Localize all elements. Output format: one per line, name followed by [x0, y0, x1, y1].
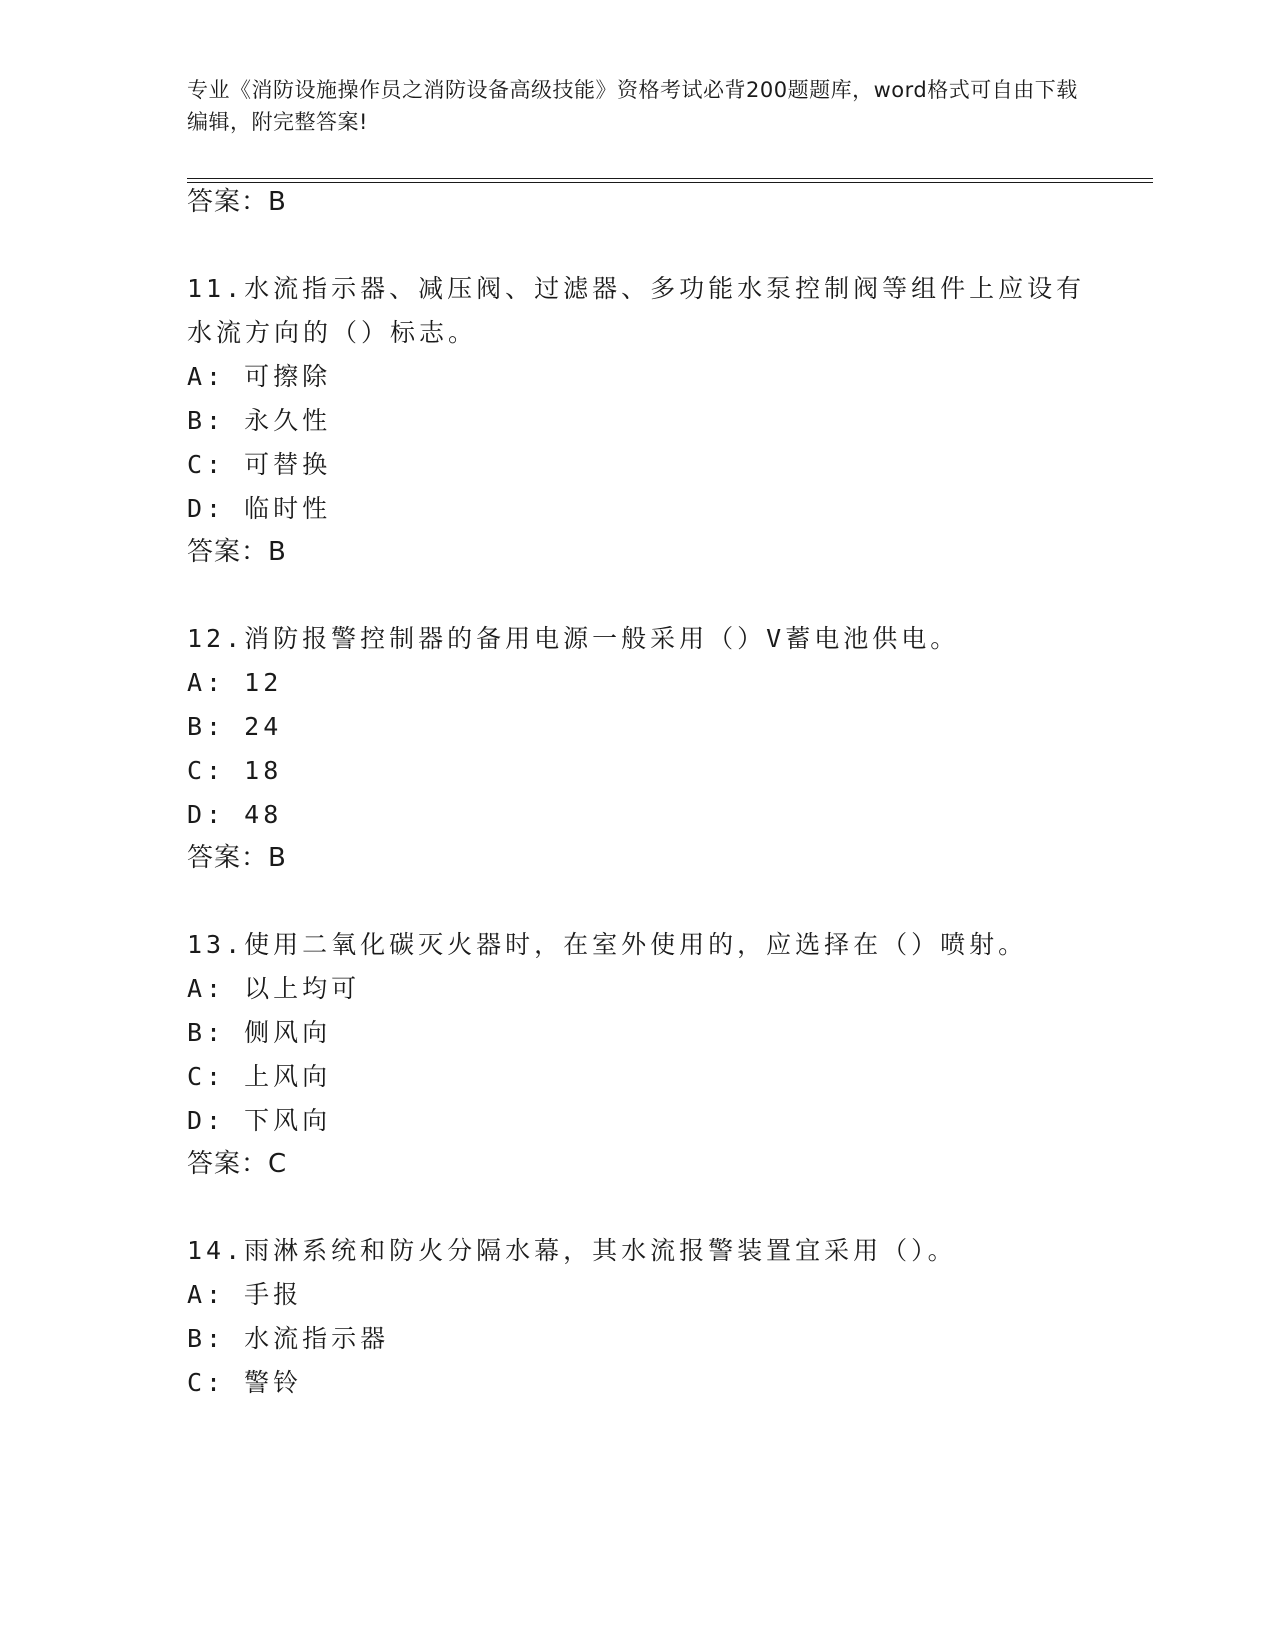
question-13-answer: 答案：C	[187, 1149, 288, 1179]
question-13-option-d: D: 下风向	[187, 1106, 332, 1135]
question-12-stem: 12.消防报警控制器的备用电源一般采用（）V蓄电池供电。	[187, 624, 960, 653]
question-14-option-a: A: 手报	[187, 1280, 303, 1309]
question-14-option-b: B: 水流指示器	[187, 1324, 390, 1353]
question-11-stem-line1: 11.水流指示器、减压阀、过滤器、多功能水泵控制阀等组件上应设有	[187, 274, 1086, 303]
question-14-option-c: C: 警铃	[187, 1368, 303, 1397]
question-11-answer: 答案：B	[187, 537, 287, 567]
question-13-option-a: A: 以上均可	[187, 974, 361, 1003]
question-12-answer: 答案：B	[187, 843, 287, 873]
question-11-option-d: D: 临时性	[187, 494, 332, 523]
question-12-option-b: B: 24	[187, 712, 283, 741]
previous-answer: 答案：B	[187, 187, 287, 217]
question-11-option-b: B: 永久性	[187, 406, 332, 435]
question-12-option-d: D: 48	[187, 800, 283, 829]
header-divider-top	[187, 178, 1153, 179]
question-11-option-c: C: 可替换	[187, 450, 332, 479]
question-13-stem: 13.使用二氧化碳灭火器时，在室外使用的，应选择在（）喷射。	[187, 930, 1028, 959]
question-13-option-c: C: 上风向	[187, 1062, 332, 1091]
header-divider-bottom	[187, 182, 1153, 183]
document-header	[187, 74, 1087, 138]
question-13-option-b: B: 侧风向	[187, 1018, 332, 1047]
question-12-option-c: C: 18	[187, 756, 283, 785]
question-11-option-a: A: 可擦除	[187, 362, 332, 391]
question-14-stem: 14.雨淋系统和防火分隔水幕，其水流报警装置宜采用（）。	[187, 1236, 957, 1265]
question-11-stem-line2: 水流方向的（）标志。	[187, 318, 478, 347]
header-intro-text: 专业《消防设施操作员之消防设备高级技能》资格考试必背200题题库，word格式可自由下载编辑，附完整答案!	[187, 78, 1078, 134]
question-12-option-a: A: 12	[187, 668, 283, 697]
